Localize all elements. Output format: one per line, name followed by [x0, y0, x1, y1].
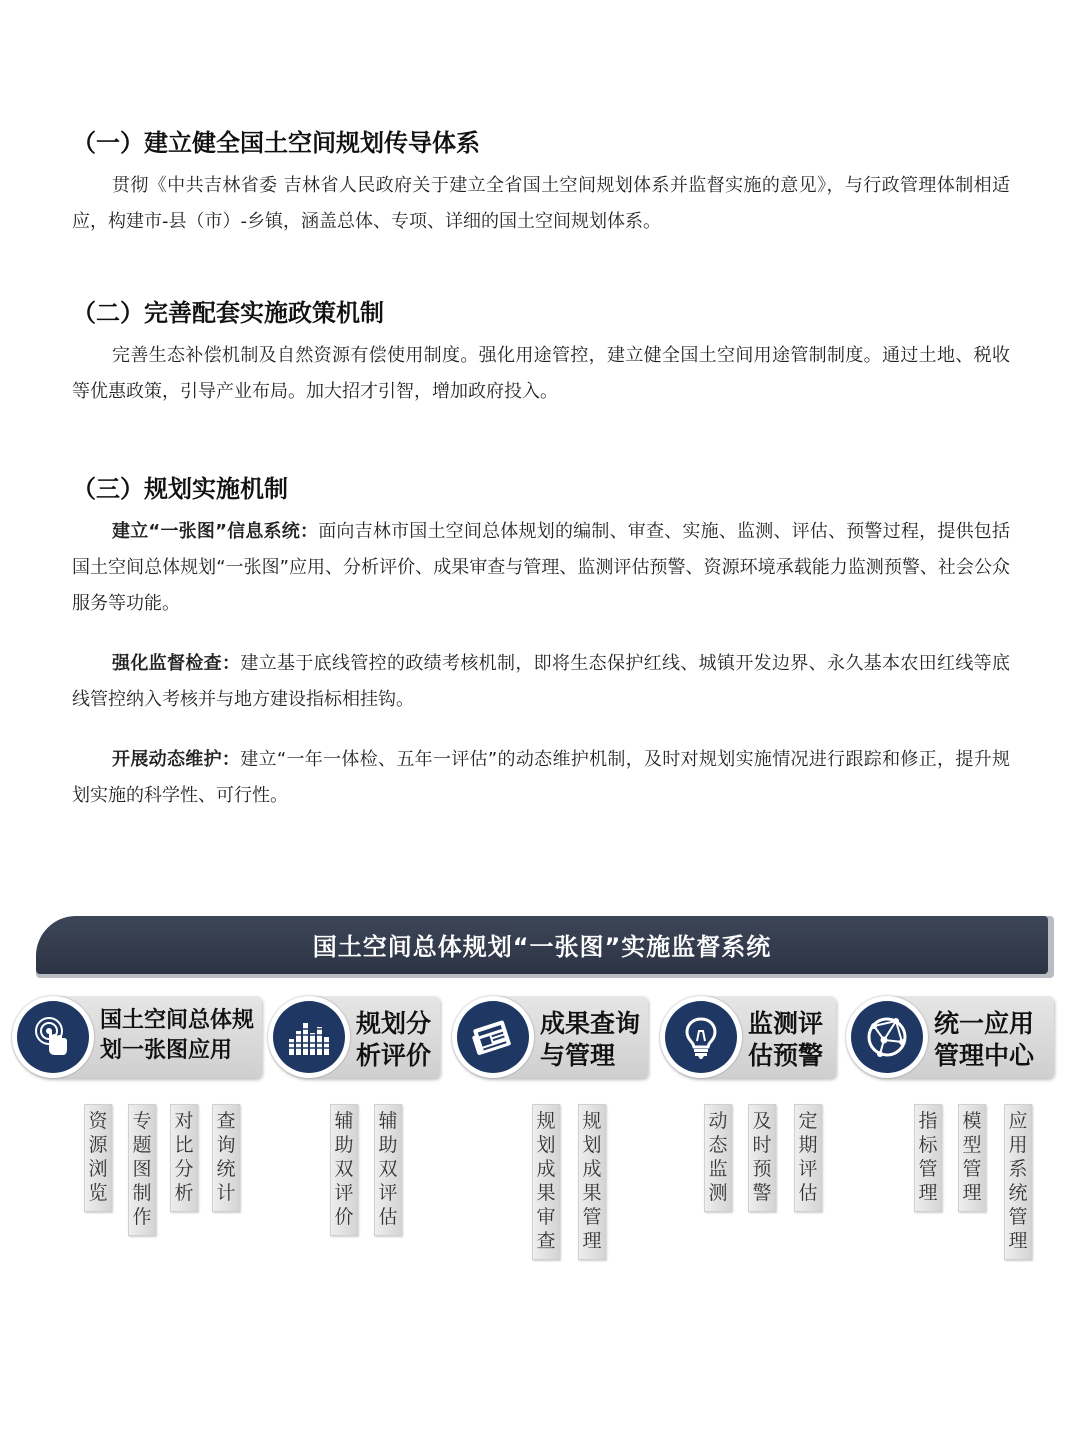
tag-dynamic-monitoring: 动态监测: [704, 1104, 732, 1212]
bar-chart-icon: [285, 1013, 333, 1061]
section-3-title: （三）规划实施机制: [72, 475, 288, 503]
tag-thematic-map: 专题图制作: [128, 1104, 156, 1236]
newspaper-icon: [468, 1012, 518, 1062]
section-1: [72, 126, 1010, 240]
section-2-body: 完善生态补偿机制及自然资源有偿使用制度。强化用途管控，建立健全国土空间用途管制制度。通过土地、税收等优惠政策，引导产业布局。加大招才引智，增加政府投入。: [72, 345, 1010, 402]
section-3-item-1: [72, 514, 1010, 622]
section-2: [72, 296, 1010, 410]
section-1-title: （一）建立健全国土空间规划传导体系: [72, 129, 480, 157]
touch-target-icon: [29, 1013, 77, 1061]
tag-assist-dual-assessment: 辅助双评估: [374, 1104, 402, 1236]
module-icon-circle: [268, 996, 350, 1078]
module-icon-circle: [660, 996, 742, 1078]
item-2-lead: 强化监督检查：: [112, 653, 241, 674]
tag-query-stats: 查询统计: [212, 1104, 240, 1212]
item-1-text: 面向吉林市国土空间总体规划的编制、审查、实施、监测、评估、预警过程，提供包括国土空间总体规划“一张图”应用、分析评价、成果审查与管理、监测评估预警、资源环境承载能力监测预警、社会公众服务等功能。: [72, 521, 1010, 614]
section-2-title: （二）完善配套实施政策机制: [72, 299, 384, 327]
tag-result-review: 规划成果审查: [532, 1104, 560, 1260]
section-3-item-2: [72, 646, 1010, 718]
lightbulb-icon: [677, 1013, 725, 1061]
module-label: 规划分析评价: [356, 1009, 432, 1070]
globe-network-icon: [862, 1012, 912, 1062]
tag-model-management: 模型管理: [958, 1104, 986, 1212]
section-3-item-3: [72, 742, 1010, 814]
section-3: [72, 472, 1010, 814]
item-2-text: 建立基于底线管控的政绩考核机制，即将生态保护红线、城镇开发边界、永久基本农田红线等底线管控纳入考核并与地方建设指标相挂钩。: [72, 653, 1011, 710]
tag-timely-warning: 及时预警: [748, 1104, 776, 1212]
section-1-body: 贯彻《中共吉林省委 吉林省人民政府关于建立全省国土空间规划体系并监督实施的意见》，与行政管理体制相适应，构建市-县（市）-乡镇，涵盖总体、专项、详细的国土空间规划体系。: [72, 175, 1010, 232]
item-1-lead: 建立“一张图”信息系统：: [112, 521, 319, 542]
module-icon-circle: [846, 996, 928, 1078]
tag-result-management: 规划成果管理: [578, 1104, 606, 1260]
tag-resource-browse: 资源浏览: [84, 1104, 112, 1212]
diagram-title-banner: 国土空间总体规划“一张图”实施监督系统: [36, 916, 1048, 974]
module-label: 成果查询与管理: [540, 1009, 641, 1070]
module-label: 统一应用管理中心: [934, 1009, 1035, 1070]
tag-app-system-management: 应用系统管理: [1004, 1104, 1032, 1260]
tag-indicator-management: 指标管理: [914, 1104, 942, 1212]
item-3-text: 建立“一年一体检、五年一评估”的动态维护机制，及时对规划实施情况进行跟踪和修正，提升规划实施的科学性、可行性。: [72, 749, 1011, 806]
module-label: 监测评估预警: [748, 1009, 824, 1070]
tag-assist-dual-evaluation: 辅助双评价: [330, 1104, 358, 1236]
tag-regular-assessment: 定期评估: [794, 1104, 822, 1212]
tag-compare-analysis: 对比分析: [170, 1104, 198, 1212]
module-icon-circle: [12, 996, 94, 1078]
item-3-lead: 开展动态维护：: [112, 749, 241, 770]
module-icon-circle: [452, 996, 534, 1078]
module-label: 国土空间总体规划一张图应用: [100, 1008, 255, 1063]
